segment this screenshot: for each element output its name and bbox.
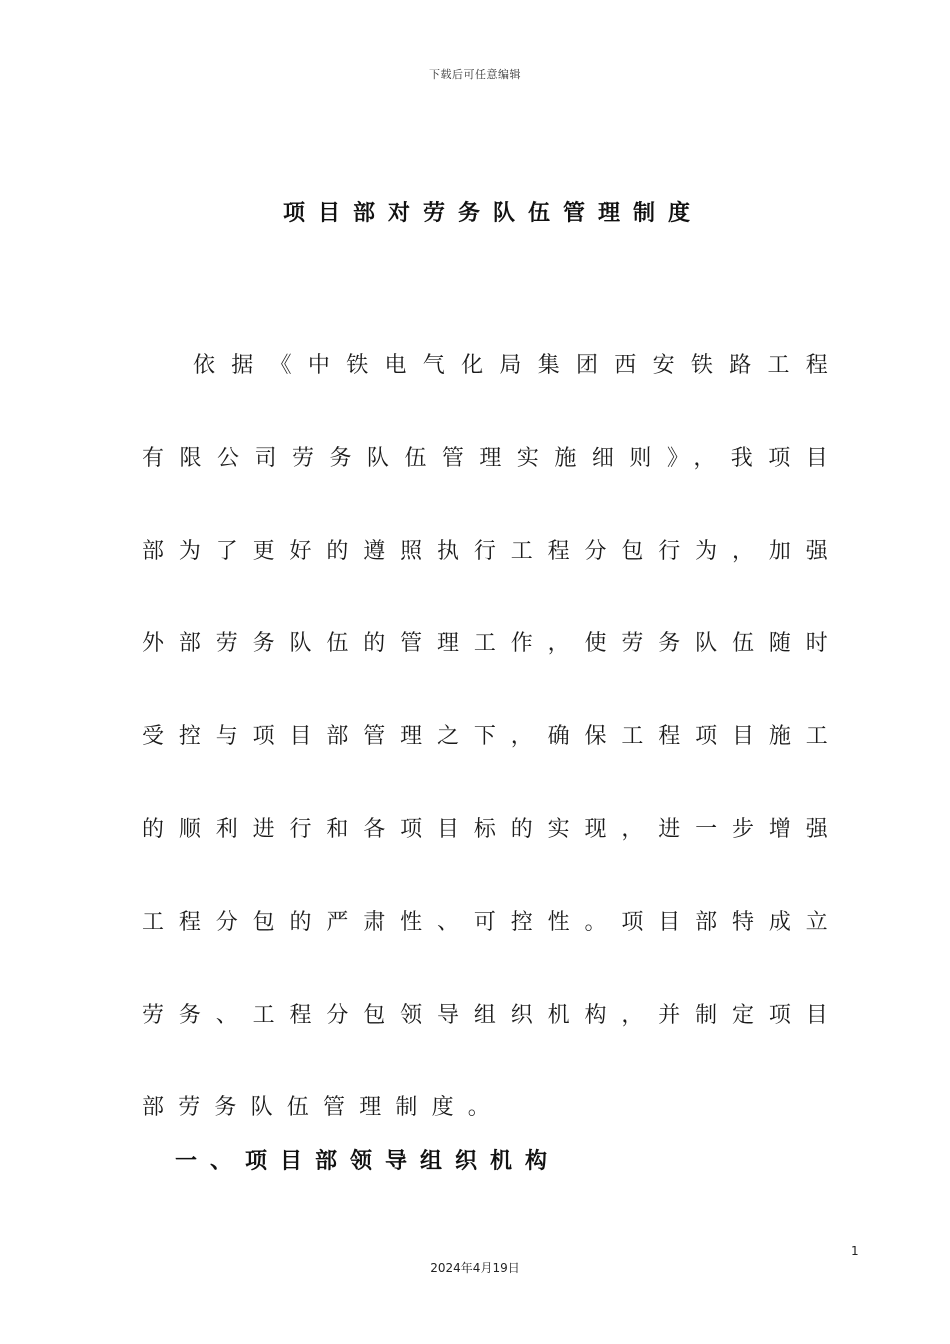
footer-date: 2024年4月19日 <box>430 1261 520 1275</box>
document-title: 项目部对劳务队伍管理制度 <box>282 201 703 226</box>
intro-paragraph: 依据《中铁电气化局集团西安铁路工程有限公司劳务队伍管理实施细则》，我项目部为了更好的遵照执行工程分包行为，加强外部劳务队伍的管理工作，使劳务队伍随时受控与项目部管理之下，确保工程项目施工的顺利进行和各项目标的实现，进一步增强工程分包的严肃性、可控性。项目部特成立劳务、工程分包领导组织机构，并制定项目部劳务队伍管理制度。 <box>142 353 842 1121</box>
section-heading-1: 一、项目部领导组织机构 <box>175 1149 561 1174</box>
page-number: 1 <box>851 1244 859 1258</box>
header-note: 下载后可任意编辑 <box>429 68 521 81</box>
